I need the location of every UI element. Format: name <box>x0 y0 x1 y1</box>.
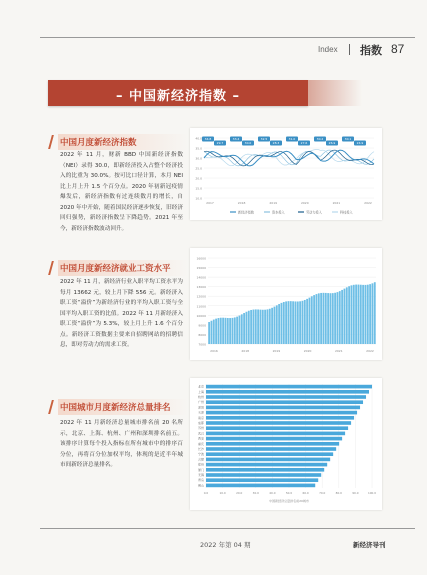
title-banner <box>48 80 308 106</box>
city-label: 合肥 <box>197 457 204 462</box>
wage-bar <box>208 322 210 344</box>
x-tick-label: 2018 <box>241 349 250 353</box>
wage-bar <box>246 312 248 344</box>
wage-bar <box>369 284 371 344</box>
nei-line-chart <box>190 128 382 220</box>
city-ranking-chart <box>190 378 382 510</box>
footer-publisher: 新经济导刊 <box>353 541 386 549</box>
section-text-city: 2022 年 11 月新经济总量城市排名前 20 名所示，北京、上海、杭州、广州和深圳排名前五。该排序计算每个投入指标在所有城市中的排序百分位，再将百分位加权平均，体现的是近半年城市间新经济总量排名。 <box>60 420 183 468</box>
x-tick-label: 2021 <box>334 349 343 353</box>
callout-label: 30.0 <box>244 141 252 145</box>
x-tick-label: 2017 <box>206 201 214 205</box>
city-bar <box>206 484 315 488</box>
wage-bar <box>299 301 301 344</box>
city-label: 苏州 <box>197 426 204 431</box>
x-tick-label: 80.0 <box>335 491 342 495</box>
city-bar <box>206 421 351 425</box>
city-bar <box>206 406 360 410</box>
y-tick-label: 15.0 <box>195 186 202 191</box>
section-heading-nei <box>58 134 188 150</box>
y-tick-label: 8000 <box>198 332 206 337</box>
x-tick-label: 2020 <box>303 349 312 353</box>
y-tick-label: 40.0 <box>195 136 202 141</box>
wage-bar <box>355 285 357 344</box>
section-heading-text: 中国月度新经济指数 <box>60 138 137 148</box>
y-tick-label: 11000 <box>196 304 206 309</box>
section-marker-icon <box>48 135 56 149</box>
legend-label: 科技投入 <box>340 210 353 215</box>
callout-label: 28.3 <box>272 141 280 145</box>
section-heading-text: 中国月度新经济就业工资水平 <box>60 264 171 274</box>
y-tick-label: 20.0 <box>195 176 202 181</box>
y-tick-label: 10.0 <box>195 196 202 201</box>
wage-bar <box>215 319 217 344</box>
wage-bar <box>213 320 215 344</box>
city-label: 上海 <box>197 389 204 394</box>
x-tick-label: 20.0 <box>236 491 243 495</box>
callout-label: 26.9 <box>328 141 336 145</box>
city-label: 厦门 <box>197 467 204 472</box>
legend-label: 新经济指数 <box>238 210 254 215</box>
wage-bar <box>278 304 280 344</box>
page-number: 87 <box>391 42 405 56</box>
wage-bar <box>323 293 325 344</box>
header-index-label: Index <box>318 45 338 54</box>
wage-bar <box>295 301 297 344</box>
x-tick-label: 2019 <box>272 349 281 353</box>
wage-bar <box>304 300 306 344</box>
wage-bar <box>274 307 276 344</box>
section-heading-wage <box>58 260 188 276</box>
wage-bar-chart <box>190 248 382 360</box>
city-bar <box>206 473 321 477</box>
callout-label: 33.4 <box>232 137 240 141</box>
wage-bar <box>232 318 234 344</box>
wage-bar <box>262 310 264 344</box>
y-tick-label: 35.0 <box>195 146 202 151</box>
wage-bar <box>248 311 250 344</box>
city-label: 北京 <box>197 384 204 389</box>
city-bar <box>206 395 366 399</box>
wage-bar <box>358 285 360 344</box>
wage-bar <box>360 285 362 344</box>
wage-bar <box>374 282 376 344</box>
city-label: 西安 <box>197 436 204 441</box>
city-bar <box>206 400 363 404</box>
section-text-nei: 2022 年 11 月，财新 BBD 中国新经济指数（NEI）录得 30.0，即新经济投入占整个经济投入的比重为 30.0%。按可比口径计算，本月 NEI 比上月上升 1.5 个百分点。2020 年初新冠疫情爆发后，新经济指数有过连续数月的增长，自 2020 年中开始，随着国民经济逐步恢复，旧经济回归强势，新经济指数呈下降趋势。2021 年至今，新经济指数波动回升。 <box>60 152 183 232</box>
wage-bar <box>243 313 245 344</box>
y-tick-label: 13000 <box>196 285 206 290</box>
wage-bar <box>285 301 287 344</box>
wage-bar <box>267 309 269 344</box>
header-separator <box>349 44 350 55</box>
chart-panel-nei <box>190 128 382 220</box>
city-label: 青岛 <box>197 478 204 483</box>
callout-label: 27.6 <box>300 141 308 145</box>
city-label: 杭州 <box>197 395 204 400</box>
wage-bar <box>362 285 364 344</box>
callout-label: 34.8 <box>204 137 212 141</box>
city-label: 南京 <box>197 415 204 420</box>
header-rule <box>40 37 415 38</box>
section-text-wage: 2022 年 11 月，新经济行业入职平均工资水平为每月 13662 元，较上月下降 556 元。新经济入职工资“溢价”为新经济行业的平均入职工资与全国平均入职工资的比值。2022 年 11 月新经济入职工资“溢价”为 5.3%，较上月上升 1.6 个百分点。新经济工资数据主要来自招聘网站的招聘信息，即对劳动力的需求工资。 <box>60 279 183 348</box>
wage-bar <box>297 301 299 344</box>
city-label: 宁波 <box>197 452 204 457</box>
wage-bar <box>276 305 278 344</box>
city-label: 佛山 <box>197 483 204 488</box>
wage-bar <box>253 310 255 344</box>
y-tick-label: 9000 <box>198 323 206 328</box>
city-bar <box>206 458 330 462</box>
y-tick-label: 7000 <box>198 342 206 347</box>
city-bar <box>206 463 327 467</box>
wage-bar <box>325 293 327 344</box>
city-label: 深圳 <box>197 405 204 410</box>
wage-bar <box>309 298 311 344</box>
y-tick-label: 10000 <box>196 313 206 318</box>
wage-bar <box>292 301 294 344</box>
x-tick-label: 2022 <box>366 349 374 353</box>
x-tick-label: 2022 <box>364 201 372 205</box>
wage-bar <box>271 308 273 344</box>
wage-bar <box>290 301 292 344</box>
x-tick-label: 2021 <box>332 201 341 205</box>
x-tick-label: 0.0 <box>203 491 209 495</box>
city-label: 广州 <box>197 400 204 405</box>
wage-bar <box>283 302 285 344</box>
wage-bar <box>318 293 320 344</box>
x-tick-label: 70.0 <box>319 491 326 495</box>
wage-bar <box>234 317 236 344</box>
city-bar <box>206 452 333 456</box>
banner-title: – 中国新经济指数 – <box>115 89 241 104</box>
wage-bar <box>353 285 355 344</box>
callout-label: 30.2 <box>316 137 324 141</box>
x-tick-label: 2020 <box>300 201 309 205</box>
wage-bar <box>239 316 241 344</box>
chart-panel-city <box>190 378 382 510</box>
wage-bar <box>367 285 369 344</box>
wage-bar <box>334 293 336 344</box>
city-bar <box>206 385 372 389</box>
wage-bar <box>281 303 283 344</box>
wage-bar <box>269 309 271 344</box>
wage-bar <box>339 291 341 344</box>
callout-label: 24.9 <box>356 141 364 145</box>
y-tick-label: 25.0 <box>195 166 202 171</box>
y-tick-label: 14000 <box>196 275 206 280</box>
city-label: 郑州 <box>197 462 204 467</box>
city-label: 天津 <box>197 410 204 415</box>
wage-bar <box>341 290 343 344</box>
wage-bar <box>302 301 304 344</box>
city-label: 成都 <box>197 421 204 426</box>
city-label: 无锡 <box>197 473 204 478</box>
city-label: 长沙 <box>197 447 204 452</box>
wage-bar <box>337 292 339 344</box>
callout-label: 29.7 <box>216 141 224 145</box>
wage-bar <box>313 295 315 344</box>
section-heading-text: 中国城市月度新经济总量排名 <box>60 403 171 413</box>
wage-bar <box>260 310 262 344</box>
city-bar <box>206 390 369 394</box>
wage-bar <box>264 310 266 344</box>
x-tick-label: 10.0 <box>219 491 226 495</box>
city-bar <box>206 468 324 472</box>
footer-rule <box>40 528 415 529</box>
wage-bar <box>316 294 318 344</box>
section-marker-icon <box>48 261 56 275</box>
city-bar <box>206 478 318 482</box>
wage-bar <box>311 296 313 344</box>
wage-bar <box>348 286 350 344</box>
city-label: 武汉 <box>197 431 204 436</box>
wage-bar <box>332 293 334 344</box>
wage-bar <box>211 321 213 344</box>
wage-bar <box>225 318 227 344</box>
wage-bar <box>236 317 238 344</box>
chart-panel-wage <box>190 248 382 360</box>
city-bar <box>206 416 354 420</box>
wage-bar <box>229 318 231 344</box>
wage-bar <box>327 293 329 344</box>
city-bar <box>206 426 348 430</box>
legend-label: 资本投入 <box>272 210 285 215</box>
x-tick-label: 100.0 <box>367 491 377 495</box>
city-label: 重庆 <box>197 441 204 446</box>
x-tick-label: 2019 <box>269 201 278 205</box>
banner-fade <box>308 80 362 106</box>
y-tick-label: 15000 <box>196 266 206 271</box>
wage-bar <box>330 293 332 344</box>
header-section-title: 指数 <box>360 44 382 57</box>
city-bar <box>206 411 357 415</box>
wage-bar <box>255 309 257 344</box>
wage-bar <box>344 289 346 344</box>
wage-bar <box>222 318 224 344</box>
y-tick-label: 30.0 <box>195 156 202 161</box>
x-tick-label: 2018 <box>237 201 246 205</box>
callout-label: 30.1 <box>344 137 352 141</box>
callout-label: 31.0 <box>288 137 296 141</box>
city-bar <box>206 437 342 441</box>
city-bar <box>206 432 345 436</box>
wage-bar <box>306 299 308 344</box>
wage-bar <box>257 309 259 344</box>
legend-label: 劳动力投入 <box>306 210 322 215</box>
wage-bar <box>250 310 252 344</box>
callout-label: 32.5 <box>260 137 268 141</box>
city-bar <box>206 442 339 446</box>
wage-bar <box>288 301 290 344</box>
wage-bar <box>320 293 322 344</box>
wage-bar <box>351 285 353 344</box>
x-tick-label: 2016 <box>210 349 218 353</box>
wage-bar <box>220 318 222 344</box>
city-bar <box>206 447 336 451</box>
wage-bar <box>241 314 243 344</box>
section-heading-city <box>58 399 188 415</box>
wage-bar <box>346 287 348 344</box>
footer-issue: 2022 年第 04 期 <box>200 541 251 549</box>
wage-bar <box>372 283 374 344</box>
y-tick-label: 12000 <box>196 294 206 299</box>
chart-caption: 中国新经济总量排名前20城市 <box>269 499 309 503</box>
wage-bar <box>365 285 367 344</box>
section-marker-icon <box>48 400 56 414</box>
wage-bar <box>218 318 220 344</box>
y-tick-label: 16000 <box>196 256 206 261</box>
wage-bar <box>227 318 229 344</box>
x-tick-label: 90.0 <box>352 491 359 495</box>
x-tick-label: 30.0 <box>252 491 259 495</box>
x-tick-label: 40.0 <box>269 491 276 495</box>
x-tick-label: 60.0 <box>302 491 309 495</box>
x-tick-label: 50.0 <box>285 491 293 495</box>
